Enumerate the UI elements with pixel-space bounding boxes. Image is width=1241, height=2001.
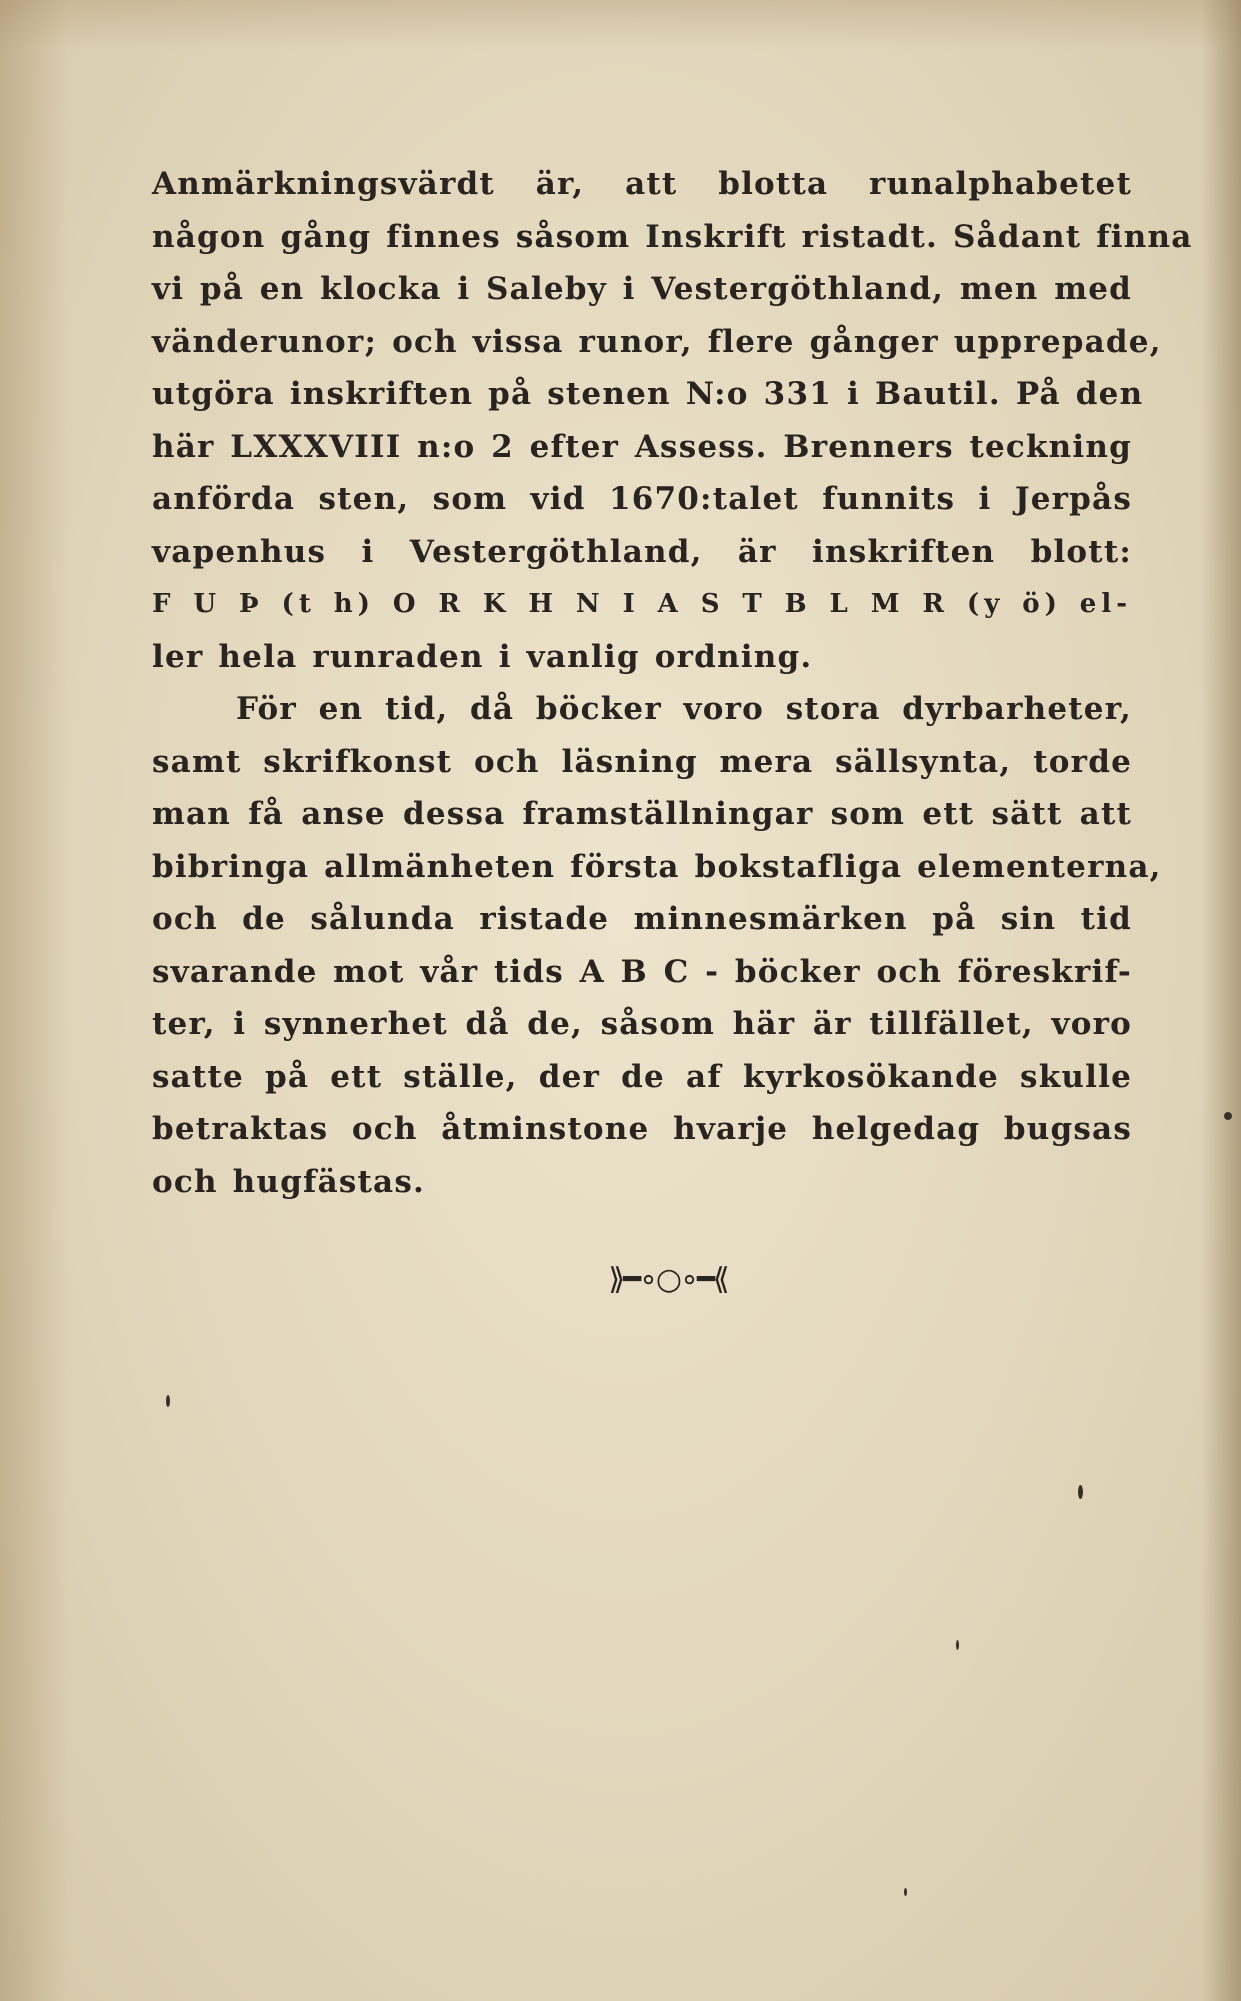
page-edge-shadow-left (0, 0, 70, 2001)
text-line: utgöra inskriften på stenen N:o 331 i Bautil. På den (152, 376, 1144, 412)
text-line: vapenhus i Vestergöthland, är inskriften blott: (152, 533, 1132, 570)
text-line: ler hela runraden i vanlig ordning. (152, 638, 813, 675)
text-line: och hugfästas. (152, 1163, 425, 1200)
section-end-ornament: ⟫━∘○∘━⟪ (608, 1262, 728, 1297)
text-line: satte på ett ställe, der de af kyrkosökande skulle (152, 1058, 1132, 1095)
paper-speck (956, 1640, 959, 1650)
body-text (152, 158, 1193, 1208)
paragraph-2 (152, 683, 1162, 1208)
paper-speck (1078, 1485, 1083, 1499)
text-line: någon gång finnes såsom Inskrift ristadt. Sådant finna (152, 218, 1193, 255)
text-line: och de sålunda ristade minnesmärken på sin tid (152, 901, 1132, 937)
text-line: För en tid, då böcker voro stora dyrbarheter, (236, 691, 1132, 727)
rune-alphabet-line: F U Þ (t h) O R K H N I A S T B L M R (y ö) el- (152, 589, 1132, 619)
text-line: svarande mot vår tids A B C - böcker och föreskrif- (152, 953, 1132, 990)
text-line: Anmärkningsvärdt är, att blotta runalphabetet (152, 166, 1132, 202)
text-line: här LXXXVIII n:o 2 efter Assess. Brenners teckning (152, 428, 1132, 465)
text-line: betraktas och åtminstone hvarje helgedag bugsas (152, 1111, 1132, 1147)
paragraph-1 (152, 158, 1193, 683)
text-line: ter, i synnerhet då de, såsom här är tillfället, voro (152, 1006, 1132, 1042)
paper-speck (904, 1888, 907, 1896)
page-edge-shadow-top (0, 0, 1241, 50)
paper-speck (1224, 1112, 1232, 1120)
text-line: anförda sten, som vid 1670:talet funnits i Jerpås (152, 481, 1132, 517)
text-line: bibringa allmänheten första bokstafliga elementerna, (152, 848, 1162, 885)
paper-speck (166, 1395, 170, 1407)
text-line: samt skrifkonst och läsning mera sällsynta, torde (152, 743, 1132, 780)
text-line: vänderunor; och vissa runor, flere gånger upprepade, (152, 323, 1162, 360)
page-edge-shadow-right (1201, 0, 1241, 2001)
text-line: vi på en klocka i Saleby i Vestergöthland, men med (152, 271, 1132, 307)
text-line: man få anse dessa framställningar som ett sätt att (152, 796, 1132, 832)
